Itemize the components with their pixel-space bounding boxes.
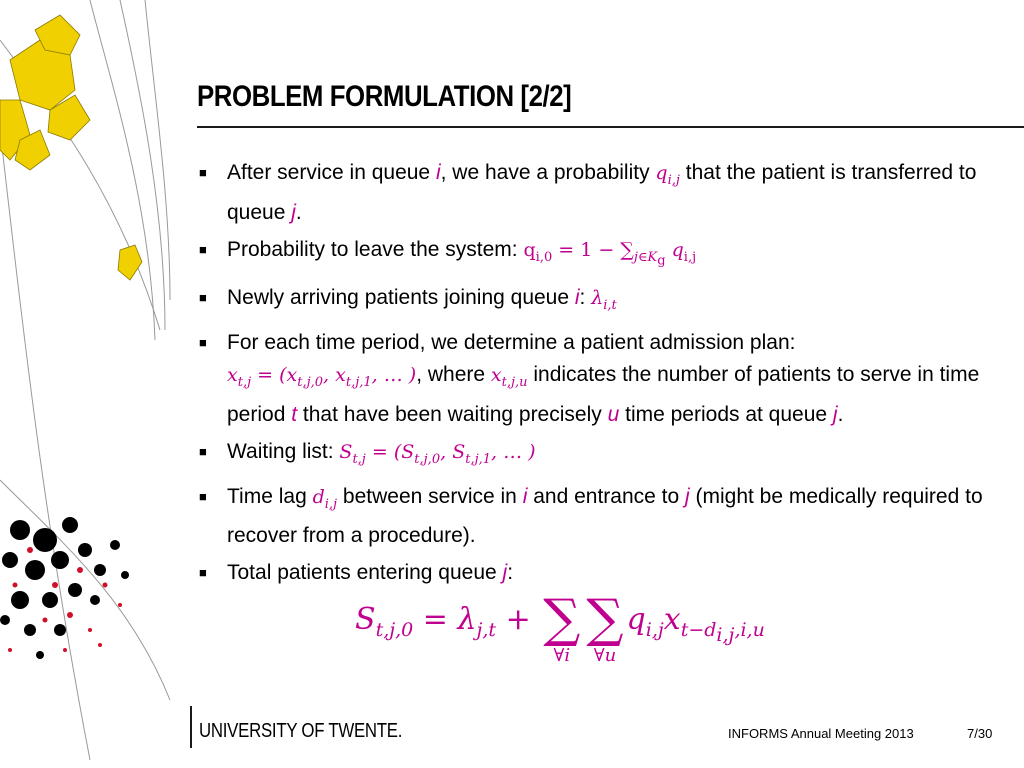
bullet-text: :: [579, 286, 592, 310]
bullet-item: [197, 481, 997, 553]
bullet-text: For each time period, we determine a patient admission plan:: [227, 330, 796, 354]
bullet-item: [197, 557, 997, 589]
math-q: $q_{i,j}$: [655, 162, 680, 188]
bullet-text: indicates the number of patients to serve in time period: [227, 362, 980, 426]
footer-divider: [190, 706, 192, 748]
bullet-item: [197, 436, 997, 476]
title-divider: [197, 126, 1024, 128]
slide-title: PROBLEM FORMULATION [2/2]: [197, 80, 572, 113]
bullet-text: that have been waiting precisely: [297, 402, 608, 426]
bullet-item: [197, 157, 997, 229]
math-d: $d_{i,j}$: [312, 485, 338, 512]
bullet-text: Newly arriving patients joining queue: [227, 286, 575, 310]
event-name: INFORMS Annual Meeting 2013: [728, 726, 914, 741]
bullet-text: :: [507, 561, 514, 585]
university-logo-text: UNIVERSITY OF TWENTE.: [199, 720, 403, 742]
italic-symbol: u: [607, 402, 620, 426]
bullet-text: Total patients entering queue: [227, 561, 503, 585]
sum-over-i: ∑ ∀i: [543, 589, 581, 666]
math-waiting-list: $S_{t,j} = (S_{t,j,0}$, $S_{t,j,1}$, … ): [339, 440, 536, 467]
bullet-square-icon: ■: [199, 241, 207, 257]
yellow-cluster: [0, 15, 142, 280]
bullet-text: Probability to leave the system:: [227, 237, 524, 261]
bullet-text: and entrance to: [527, 484, 685, 508]
bullet-text: Waiting list:: [227, 439, 340, 463]
bullet-text: After service in queue: [227, 161, 436, 184]
italic-symbol: j: [832, 402, 838, 426]
bullet-item: [197, 327, 997, 431]
bullet-text: , where: [416, 362, 491, 386]
italic-symbol: j: [502, 561, 508, 585]
bullet-item: [197, 282, 997, 322]
italic-symbol: j: [685, 484, 690, 508]
bullet-text: .: [295, 200, 302, 224]
math-x: $x_{t,j,u}$: [490, 363, 528, 390]
math-leave-probability: $q_{i,0} = 1 - \sum_{j\in K_g}$ $q_{i,j}$: [523, 238, 697, 269]
italic-symbol: j: [291, 200, 296, 224]
sum-over-u: ∑ ∀u: [586, 589, 624, 666]
bullet-square-icon: ■: [199, 565, 207, 581]
bullet-text: , we have a probability: [440, 161, 656, 184]
italic-symbol: i: [435, 161, 441, 184]
italic-symbol: i: [522, 484, 528, 508]
decorative-artwork: [0, 0, 200, 768]
bullet-text: Time lag: [227, 484, 313, 508]
bullet-text: time periods at queue: [619, 402, 833, 426]
bullet-text: between service in: [337, 484, 523, 508]
page-number: 7/30: [967, 726, 993, 741]
math-lambda: $\lambda_{i,t}$: [591, 287, 617, 313]
italic-symbol: t: [291, 402, 298, 426]
bullet-square-icon: ■: [199, 443, 207, 459]
bullet-item: [197, 234, 997, 277]
bullet-text: that the patient is transferred to queue: [227, 161, 977, 224]
bullet-text: .: [837, 402, 844, 426]
bullet-square-icon: ■: [199, 488, 207, 504]
italic-symbol: i: [574, 286, 580, 310]
total-entering-equation: $S_{t,j,0} = \lambda_{j,t}$ + ∑ ∀i ∑ ∀u $q_{i,j}x_{t-d_{i,j},i,u}$: [355, 589, 765, 666]
black-dot-cluster: [0, 517, 129, 659]
bullet-square-icon: ■: [199, 165, 207, 180]
math-admission-plan: $x_{t,j} = (x_{t,j,0}$, $x_{t,j,1}$, … ): [227, 363, 417, 390]
bullet-square-icon: ■: [199, 290, 207, 306]
bullet-square-icon: ■: [199, 334, 207, 350]
bullet-text: (might be medically required to recover from a procedure).: [227, 484, 983, 548]
bullet-list: [197, 157, 997, 594]
